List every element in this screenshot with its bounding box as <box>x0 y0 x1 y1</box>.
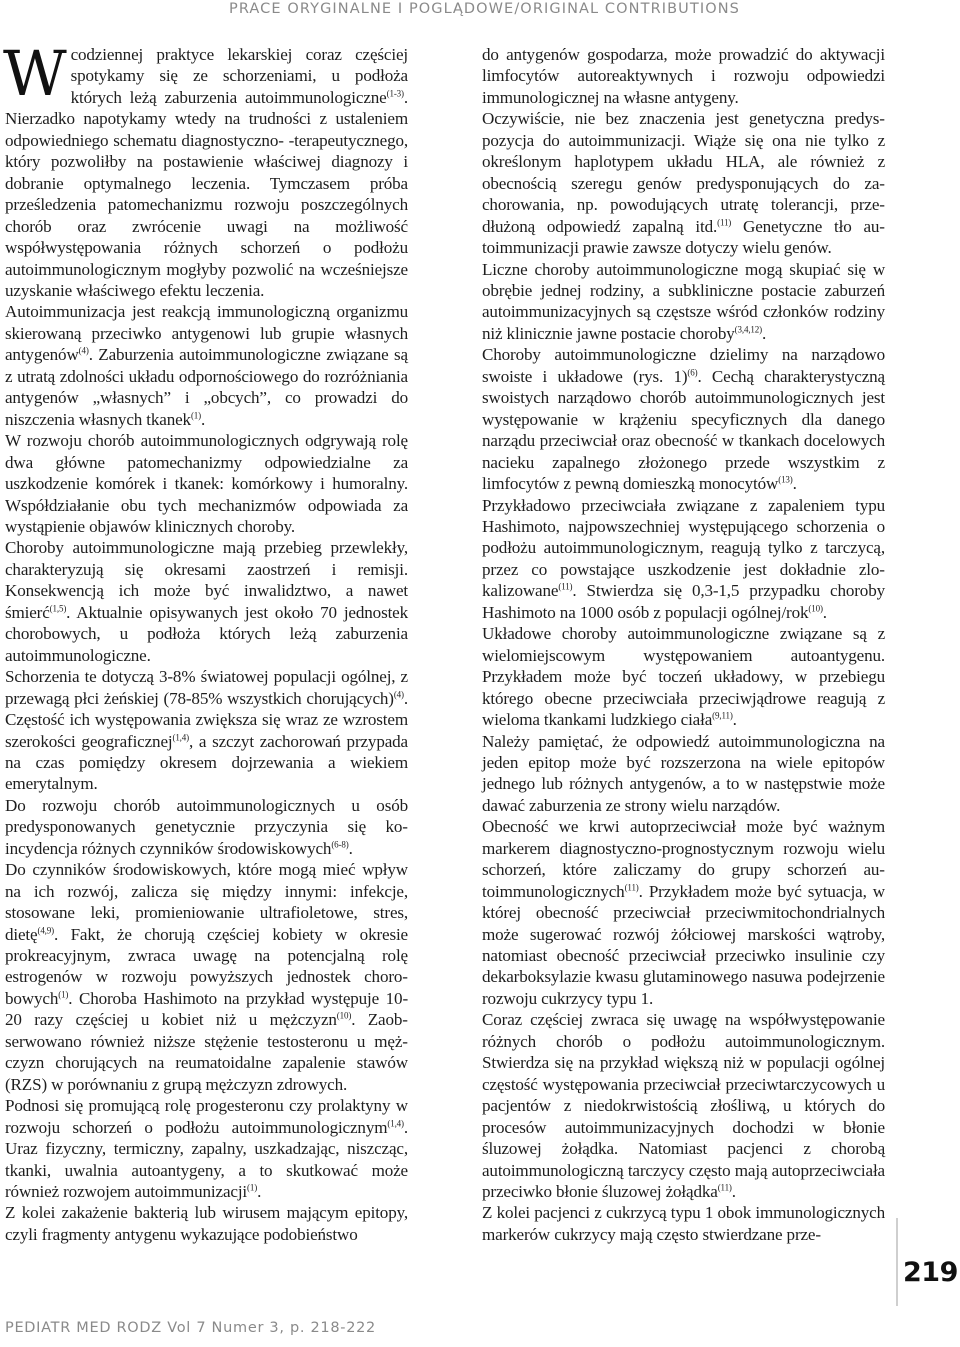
paragraph: Z kolei zakażenie bakterią lub wirusem mającym epitopy, czyli fragmenty antygenu wykazujące podobieństwo <box>5 1203 408 1244</box>
citation: (4,9) <box>37 924 54 935</box>
paragraph: Autoimmunizacja jest reakcją immunologiczną organizmu skierowaną przeciwko antygenowi lub grupie własnych antygenów$^{(4)}$. Zaburzenia autoimmunologiczne związane są z utratą zdolności układu odpornościowego do rozróżniania antygenów „własnych” i „obcych”, co prowadzi do niszczenia własnych tkanek$^{(1)}$. <box>5 302 408 429</box>
citation: (10) <box>336 1010 352 1021</box>
journal-footer: PEDIATR MED RODZ Vol 7 Numer 3, p. 218-222 <box>5 1320 376 1336</box>
citation: (1) <box>190 410 201 421</box>
citation: (11) <box>717 1182 732 1193</box>
citation: (13) <box>778 474 793 485</box>
page-number: 219 <box>903 1257 958 1288</box>
citation: (11) <box>558 581 573 592</box>
left-column <box>3 37 409 1245</box>
citation: (3,4,12) <box>734 324 762 335</box>
paragraph: Liczne choroby autoimmunologiczne mogą skupiać się w obrębie jednej rodziny, a subkliniczne postacie zaburzeń autoimmunizacyjnych są częstsze wśród członków rodziny niż klinicznie jawne postacie choroby$^{(3,4,12)}$. <box>482 259 886 343</box>
paragraph: Do rozwoju chorób autoimmunologicznych u osób predysponowanych genetycznie przyczynia się koincydencja różnych czynników środowiskowych$^{(6-8)}$. <box>5 795 408 858</box>
paragraph: Oczywiście, nie bez znaczenia jest genetyczna predyspozycja do autoimmunizacji. Wiąże się ona nie tylko z określonym haplotypem układu HLA, ale również z obecnością szeregu genów predysponujących do zachorowania, np. powodujących utratę tolerancji, przedłużoną odpowiedź zapalną itd.$^{(11)}$ Genetyczne tło autoimmunizacji prawie zawsze dotyczy wielu genów. <box>482 109 886 258</box>
citation: (1,4) <box>387 1117 404 1128</box>
citation: (4) <box>393 688 404 699</box>
citation: (1,5) <box>49 603 67 614</box>
paragraph: Należy pamiętać, że odpowiedź autoimmunologiczna na jeden epitop może być rozszerzona na wiele epitopów jednego lub różnych antygenów, a to w następstwie może dawać zaburzenia ze strony wielu narządów. <box>482 731 885 815</box>
citation: (9,11) <box>712 710 733 721</box>
drop-cap: W <box>3 37 67 110</box>
right-column <box>482 44 885 1245</box>
citation: (11) <box>624 881 639 892</box>
paragraph: Wcodziennej praktyce lekarskiej coraz częściej spotykamy się ze schorzeniami, u podłoża których leżą zaburzenia autoimmunologiczne$^{(1-3)}$. Nierzadko napotykamy wtedy na trudności z ustaleniem odpowiedniego schematu diagnostyczno- -terapeutycznego, który pozwoliłby na postawienie właściwej diagnozy i dobranie optymalnego leczenia. Tymczasem próba prześledzenia patomechanizmu rozwoju poszczególnych chorób oraz zwrócenie uwagi na możliwość współwystępowania różnych schorzeń o podłożu autoimmunologicznym mogłyby pozwolić na wcześniejsze uzyskanie właściwego efektu leczenia. <box>3 37 409 300</box>
paragraph: Choroby autoimmunologiczne dzielimy na narządowo swoiste i układowe (rys. 1)$^{(6)}$. Cechą charakterystyczną swoistych narządowo chorób autoimmunologicznych jest występowanie w krążeniu specyficznych dla danego narządu przeciwciał oraz obecność w tkankach docelowych nacieku zapalnego złożonego przede wszystkim z limfocytów z pewną domieszką monocytów$^{(13)}$. <box>482 345 885 494</box>
paragraph: Przykładowo przeciwciała związane z zapaleniem typu Hashimoto, najpowszechniej występującego schorzenia o podłożu autoimmunologicznym, reagują tylko z tarczycą, przez co powstające uszkodzenie jest dokładnie zlokalizowane$^{(11)}$. Stwierdza się 0,3-1,5 przypadku choroby Hashimoto na 1000 osób z populacji ogólnej/rok$^{(10)}$. <box>482 495 885 622</box>
citation: (1) <box>58 989 69 1000</box>
paragraph: Z kolei pacjenci z cukrzycą typu 1 obok immunologicznych markerów cukrzycy mają często stwierdzane prze- <box>482 1203 885 1244</box>
paragraph: W rozwoju chorób autoimmunologicznych odgrywają rolę dwa główne patomechanizmy odpowiedzialne za uszkodzenie komórek i tkanek: komórkowy i humoralny. Współdziałanie obu tych mechanizmów odpowiada za wystąpienie objawów klinicznych choroby. <box>5 431 409 536</box>
citation: (1) <box>247 1182 258 1193</box>
citation: (11) <box>717 216 732 227</box>
citation: (1-3) <box>386 88 404 99</box>
running-head: PRACE ORYGINALNE I POGLĄDOWE/ORIGINAL CONTRIBUTIONS <box>228 1 740 17</box>
citation: (6-8) <box>331 839 349 850</box>
paragraph: Układowe choroby autoimmunologiczne związane są z wielomiejscowym występowaniem autoantygenu. Przykładem może być toczeń układowy, w przebiegu którego obecne przeciwciała przeciwjądrowe reagują z wieloma tkankami ludzkiego ciała$^{(9,11)}$. <box>482 624 886 730</box>
paragraph: Do czynników środowiskowych, które mogą mieć wpływ na ich rozwój, zalicza się między innymi: infekcje, stosowane leki, promieniowanie ultrafioletowe, stres, dietę$^{(4,9)}$. Fakt, że chorują częściej kobiety w okresie prokreacyjnym, zwraca uwagę na potencjalną rolę estrogenów w rozwoju powyższych jednostek chorobowych$^{(1)}$. Choroba Hashimoto na przykład występuje 10-20 razy częściej u kobiet niż u mężczyzn$^{(10)}$. Zaobserwowano również niższe stężenie testosteronu u mężczyzn chorujących na reumatoidalne zapalenie stawów (RZS) w porównaniu z grupą mężczyzn zdrowych. <box>5 860 409 1094</box>
paragraph: Coraz częściej zwraca się uwagę na współwystępowanie różnych chorób o podłożu autoimmunologicznym. Stwierdza się na przykład większą niż w populacji ogólnej częstość występowania przeciwciał przeciwtarczycowych u pacjentów z niedokrwistością złośliwą, u których do procesów autoimmunizacyjnych dochodzi w błonie śluzowej żołądka. Natomiast pacjenci z chorobą autoimmunologiczną tarczycy często mają autoprzeciwciała przeciwko błonie śluzowej żołądka$^{(11)}$. <box>482 1010 886 1202</box>
citation: (1,4) <box>172 731 189 742</box>
page-number-rule <box>896 1218 898 1306</box>
citation: (6) <box>687 367 698 378</box>
paragraph: Schorzenia te dotyczą 3-8% światowej populacji ogólnej, z przewagą płci żeńskiej (78-85% wszystkich chorujących)$^{(4)}$. Częstość ich występowania zwiększa się wraz ze wzrostem szerokości geograficznej$^{(1,4)}$, a szczyt zachorowań przypada na czas pomiędzy okresem dojrzewania a wiekiem emerytalnym. <box>5 667 408 794</box>
paragraph: do antygenów gospodarza, może prowadzić do aktywacji limfocytów autoreaktywnych i rozwoju odpowiedzi immunologicznej na własne antygeny. <box>482 45 885 107</box>
paragraph: Choroby autoimmunologiczne mają przebieg przewlekły, charakteryzują się okresami zaostrzeń i remisji. Konsekwencją ich może być inwalidztwo, a nawet śmierć$^{(1,5)}$. Aktualnie opisywanych jest około 70 jednostek chorobowych, u podłoża których leżą zaburzenia autoimmunologiczne. <box>5 538 408 665</box>
paragraph: Obecność we krwi autoprzeciwciał może być ważnym markerem diagnostyczno-prognostycznym rozwoju wielu schorzeń, które zaliczamy do grupy schorzeń autoimmunologicznych$^{(11)}$. Przykładem może być sytuacja, w której obecność przeciwciał przeciwmitochondrialnych może sugerować rozwój żółciowej marskości wątroby, natomiast obecność przeciwciał przeciwko insulinie czy dekarboksylazie kwasu glutaminowego nasuwa podejrzenie rozwoju cukrzycy typu 1. <box>482 817 886 1008</box>
citation: (4) <box>78 345 89 356</box>
citation: (10) <box>808 603 823 614</box>
paragraph: Podnosi się promującą rolę progesteronu czy prolaktyny w rozwoju schorzeń o podłożu autoimmunologicznym$^{(1,4)}$. Uraz fizyczny, termiczny, zapalny, uszkadzając, niszcząc, tkanki, uwalnia autoantygeny, a to skutkować może również rozwojem autoimmunizacji$^{(1)}$. <box>5 1096 409 1202</box>
